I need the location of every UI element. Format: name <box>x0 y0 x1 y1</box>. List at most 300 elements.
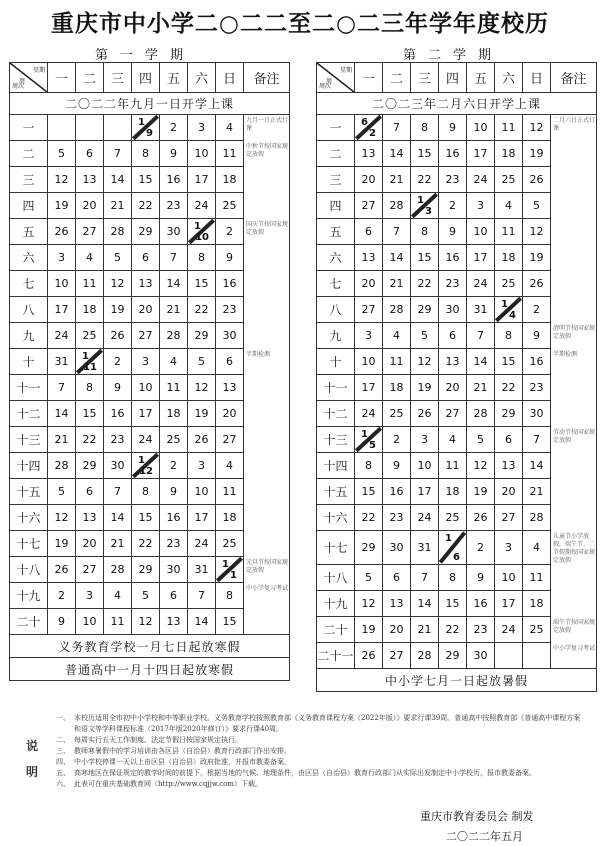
explanation-item <box>56 757 586 768</box>
day-cell: 7 <box>523 427 551 453</box>
week-note: 半期检测 <box>244 349 290 375</box>
week-row <box>317 297 597 323</box>
semester-1-heading: 第一学期 <box>94 48 195 63</box>
item-text: 每周实行五天工作制度。法定节假日按国家规定执行。 <box>74 736 242 744</box>
day-cell: 24 <box>48 323 76 349</box>
weekday-header: 五 <box>160 63 188 93</box>
day-cell: 3 <box>355 323 383 349</box>
explanation-item <box>56 713 586 735</box>
item-text: 中小学校停课一天以上由区县（自治县）政府批准，并报市教委备案。 <box>74 758 291 766</box>
corner-label: 周次 <box>12 83 25 90</box>
day-cell: 2 <box>104 349 132 375</box>
day-cell: 12 <box>355 591 383 617</box>
day-cell: 28 <box>160 323 188 349</box>
day-cell: 22 <box>355 505 383 531</box>
week-row <box>317 427 597 453</box>
week-note <box>551 401 597 427</box>
day-cell: 3 <box>411 427 439 453</box>
week-label: 三 <box>10 167 48 193</box>
day-cell: 19 <box>104 297 132 323</box>
week-note: 九月一日正式行课 <box>244 115 290 141</box>
day-cell: 21 <box>383 271 411 297</box>
week-note <box>244 427 290 453</box>
week-row <box>317 141 597 167</box>
item-number: 四、 <box>56 758 70 766</box>
day-cell: 14 <box>188 609 216 635</box>
week-row <box>10 349 290 375</box>
day-cell: 15 <box>495 349 523 375</box>
day-cell: 17 <box>132 401 160 427</box>
day-cell: 18 <box>383 375 411 401</box>
week-note: 清明节按国家规定放假 <box>551 323 597 349</box>
weekday-header: 五 <box>467 63 495 93</box>
week-note <box>244 531 290 557</box>
week-label: 十三 <box>10 427 48 453</box>
day-cell: 5 <box>132 583 160 609</box>
week-label: 五 <box>10 219 48 245</box>
day-cell: 9 <box>467 565 495 591</box>
day-cell: 14 <box>104 505 132 531</box>
week-note: 儿童节小学放假，端午节、二节假期按国家规定放假 <box>551 531 597 565</box>
day-cell: 3 <box>76 583 104 609</box>
month-number: 12 <box>139 466 153 477</box>
week-label: 十三 <box>317 427 355 453</box>
day-cell: 25 <box>383 401 411 427</box>
day-cell: 14 <box>467 349 495 375</box>
day-cell: 31 <box>411 531 439 565</box>
day-cell: 31 <box>467 297 495 323</box>
day-cell: 20 <box>383 617 411 643</box>
day-cell: 19 <box>523 141 551 167</box>
day-cell: 11 <box>104 609 132 635</box>
item-number: 五、 <box>56 769 70 777</box>
week-note <box>244 401 290 427</box>
day-cell <box>495 643 523 669</box>
weekday-header: 六 <box>495 63 523 93</box>
day-cell: 2 <box>216 219 244 245</box>
day-cell: 30 <box>383 531 411 565</box>
day-number: 1 <box>417 195 424 206</box>
day-number: 1 <box>445 533 452 544</box>
day-cell: 11 <box>216 141 244 167</box>
day-cell: 24 <box>411 505 439 531</box>
day-cell: 5 <box>355 565 383 591</box>
day-cell: 20 <box>355 167 383 193</box>
day-cell: 16 <box>160 505 188 531</box>
day-cell: 15 <box>132 167 160 193</box>
week-label: 十七 <box>10 531 48 557</box>
day-cell: 2 <box>160 115 188 141</box>
week-row <box>10 193 290 219</box>
day-cell: 16 <box>383 479 411 505</box>
week-row <box>317 323 597 349</box>
weekday-header: 二 <box>383 63 411 93</box>
week-note: 半期检测 <box>551 349 597 375</box>
week-row <box>317 401 597 427</box>
week-label: 十二 <box>10 401 48 427</box>
day-cell: 19 <box>188 401 216 427</box>
weekday-header: 日 <box>523 63 551 93</box>
week-note <box>551 565 597 591</box>
day-cell: 30 <box>523 401 551 427</box>
day-cell: 6 <box>76 479 104 505</box>
day-cell: 12 <box>523 115 551 141</box>
day-cell: 30 <box>160 219 188 245</box>
day-cell: 7 <box>104 479 132 505</box>
week-row <box>10 531 290 557</box>
day-cell: 22 <box>76 427 104 453</box>
day-cell: 22 <box>132 531 160 557</box>
day-cell: 11 <box>495 115 523 141</box>
day-cell <box>104 115 132 141</box>
week-row <box>317 349 597 375</box>
week-label: 十九 <box>10 583 48 609</box>
day-cell: 13 <box>355 141 383 167</box>
week-row <box>10 583 290 609</box>
day-cell: 6 <box>132 245 160 271</box>
day-cell: 20 <box>216 401 244 427</box>
week-label: 十 <box>10 349 48 375</box>
month-number: 5 <box>369 440 376 451</box>
week-label: 三 <box>317 167 355 193</box>
day-cell: 10 <box>355 349 383 375</box>
day-cell: 15 <box>439 591 467 617</box>
day-cell: 12 <box>188 375 216 401</box>
day-cell: 6 <box>439 323 467 349</box>
day-cell: 9 <box>160 141 188 167</box>
week-label: 四 <box>10 193 48 219</box>
day-cell: 16 <box>216 271 244 297</box>
day-cell: 26 <box>523 271 551 297</box>
week-label: 十五 <box>10 479 48 505</box>
day-cell: 14 <box>523 453 551 479</box>
month-number: 10 <box>195 232 209 243</box>
day-cell: 23 <box>216 297 244 323</box>
explanation-item <box>56 735 586 746</box>
day-cell: 20 <box>76 531 104 557</box>
month-start-cell <box>132 453 160 479</box>
day-cell: 27 <box>76 557 104 583</box>
week-row <box>317 453 597 479</box>
day-cell: 25 <box>76 323 104 349</box>
day-cell: 15 <box>188 271 216 297</box>
day-cell: 27 <box>132 323 160 349</box>
day-cell: 28 <box>104 557 132 583</box>
day-cell: 20 <box>495 479 523 505</box>
day-cell: 14 <box>411 591 439 617</box>
day-cell: 5 <box>48 141 76 167</box>
week-label: 二十 <box>317 617 355 643</box>
day-cell: 20 <box>132 297 160 323</box>
weekday-header: 三 <box>411 63 439 93</box>
week-label: 十六 <box>10 505 48 531</box>
day-cell: 19 <box>48 531 76 557</box>
issuer: 重庆市教育委员会 制发 <box>420 810 534 823</box>
day-cell: 3 <box>495 531 523 565</box>
day-cell: 29 <box>132 219 160 245</box>
day-cell: 16 <box>439 141 467 167</box>
day-cell: 8 <box>132 479 160 505</box>
week-label: 十八 <box>317 565 355 591</box>
day-cell: 4 <box>216 115 244 141</box>
day-cell: 5 <box>104 245 132 271</box>
day-cell: 30 <box>104 453 132 479</box>
explanation-items <box>56 713 586 790</box>
weekday-header: 三 <box>104 63 132 93</box>
day-cell: 16 <box>439 245 467 271</box>
day-cell: 2 <box>467 531 495 565</box>
day-cell: 10 <box>411 453 439 479</box>
day-cell: 19 <box>467 479 495 505</box>
day-cell: 22 <box>495 375 523 401</box>
day-number: 1 <box>138 455 145 466</box>
day-cell: 13 <box>439 349 467 375</box>
day-cell: 25 <box>216 193 244 219</box>
month-number: 3 <box>425 206 432 217</box>
week-note <box>244 453 290 479</box>
day-cell <box>523 643 551 669</box>
day-cell: 9 <box>439 115 467 141</box>
corner-label: 星期 <box>339 67 352 74</box>
week-label: 二十 <box>10 609 48 635</box>
issue-date: 二〇二二年五月 <box>446 830 523 843</box>
item-number: 六、 <box>56 780 70 788</box>
day-cell: 7 <box>188 583 216 609</box>
day-number: 1 <box>361 429 368 440</box>
day-cell: 18 <box>439 479 467 505</box>
day-cell: 21 <box>467 375 495 401</box>
day-cell: 17 <box>188 167 216 193</box>
day-cell: 17 <box>355 375 383 401</box>
day-cell: 28 <box>467 401 495 427</box>
day-number: 1 <box>194 221 201 232</box>
week-note <box>551 453 597 479</box>
day-cell: 5 <box>48 479 76 505</box>
weekday-header: 一 <box>48 63 76 93</box>
day-cell: 16 <box>523 349 551 375</box>
day-cell: 17 <box>411 479 439 505</box>
day-cell: 22 <box>439 617 467 643</box>
day-cell: 8 <box>355 453 383 479</box>
vacation-note: 义务教育学校一月七日起放寒假 <box>10 635 290 658</box>
day-cell: 10 <box>188 479 216 505</box>
week-note <box>244 271 290 297</box>
day-cell: 19 <box>523 245 551 271</box>
week-label: 十四 <box>10 453 48 479</box>
day-cell: 24 <box>188 193 216 219</box>
week-note: 劳动节按国家规定放假 <box>551 427 597 453</box>
day-cell: 8 <box>495 323 523 349</box>
week-row <box>317 617 597 643</box>
week-label: 八 <box>317 297 355 323</box>
item-text: 教师寒暑假中的学习培训由各区县（自治县）教育行政部门作出安排。 <box>74 747 291 755</box>
day-cell: 12 <box>48 167 76 193</box>
day-number: 1 <box>82 351 89 362</box>
week-note: 中秋节按国家规定放假 <box>244 141 290 167</box>
day-number: 1 <box>138 117 145 128</box>
day-cell: 16 <box>467 591 495 617</box>
week-label: 十四 <box>317 453 355 479</box>
week-row <box>10 141 290 167</box>
day-cell: 11 <box>523 565 551 591</box>
day-cell: 20 <box>355 271 383 297</box>
day-cell: 15 <box>355 479 383 505</box>
day-cell: 29 <box>495 401 523 427</box>
day-cell: 15 <box>76 401 104 427</box>
day-cell: 8 <box>216 583 244 609</box>
day-cell: 29 <box>411 297 439 323</box>
week-note: 国庆节按国家规定放假 <box>244 219 290 245</box>
day-cell: 28 <box>383 297 411 323</box>
week-row <box>10 115 290 141</box>
item-number: 三、 <box>56 747 70 755</box>
day-cell: 19 <box>355 617 383 643</box>
day-cell: 27 <box>355 193 383 219</box>
week-label: 十一 <box>10 375 48 401</box>
vacation-note: 中小学七月一日起放暑假 <box>317 669 597 692</box>
day-cell: 3 <box>48 245 76 271</box>
day-cell: 4 <box>495 193 523 219</box>
header-corner <box>10 63 48 93</box>
day-number: 1 <box>501 299 508 310</box>
day-cell: 27 <box>76 219 104 245</box>
explanation-item <box>56 779 586 790</box>
week-label: 四 <box>317 193 355 219</box>
header-row <box>317 63 597 93</box>
day-cell: 9 <box>216 245 244 271</box>
day-cell: 29 <box>188 323 216 349</box>
day-cell: 24 <box>355 401 383 427</box>
week-note: 元旦节按国家规定放假 <box>244 557 290 583</box>
week-label: 五 <box>317 219 355 245</box>
week-label: 七 <box>317 271 355 297</box>
day-cell: 27 <box>216 427 244 453</box>
day-cell: 5 <box>523 193 551 219</box>
day-cell: 11 <box>160 375 188 401</box>
day-cell: 2 <box>439 193 467 219</box>
day-cell: 24 <box>467 167 495 193</box>
week-row <box>10 323 290 349</box>
day-cell: 9 <box>439 219 467 245</box>
day-cell: 17 <box>467 245 495 271</box>
corner-label: 周 <box>326 78 333 85</box>
day-cell: 7 <box>383 219 411 245</box>
day-cell: 26 <box>188 427 216 453</box>
day-cell: 28 <box>523 505 551 531</box>
day-cell: 15 <box>411 245 439 271</box>
day-cell: 11 <box>495 219 523 245</box>
day-cell: 26 <box>104 323 132 349</box>
day-cell: 21 <box>523 479 551 505</box>
month-start-cell <box>411 193 439 219</box>
day-cell: 11 <box>216 479 244 505</box>
day-cell: 20 <box>439 375 467 401</box>
explanation-item <box>56 746 586 757</box>
day-cell: 22 <box>188 297 216 323</box>
week-note <box>244 245 290 271</box>
week-row <box>10 505 290 531</box>
day-cell: 11 <box>383 349 411 375</box>
header-row <box>10 63 290 93</box>
week-row <box>317 375 597 401</box>
week-note <box>244 479 290 505</box>
week-row <box>10 609 290 635</box>
semester-start: 二〇二二年九月一日开学上课 <box>10 93 290 115</box>
day-number: 6 <box>361 117 368 128</box>
day-cell: 24 <box>132 427 160 453</box>
day-cell: 13 <box>160 609 188 635</box>
day-cell: 7 <box>467 323 495 349</box>
day-cell: 16 <box>160 167 188 193</box>
week-row <box>10 271 290 297</box>
day-cell: 9 <box>523 323 551 349</box>
day-cell: 14 <box>383 245 411 271</box>
day-cell: 26 <box>48 557 76 583</box>
day-cell: 21 <box>104 193 132 219</box>
day-cell: 12 <box>467 453 495 479</box>
week-row <box>10 297 290 323</box>
day-cell: 21 <box>160 297 188 323</box>
day-cell: 21 <box>383 167 411 193</box>
day-cell: 9 <box>160 479 188 505</box>
week-row <box>10 219 290 245</box>
day-cell: 22 <box>411 167 439 193</box>
day-cell: 18 <box>495 141 523 167</box>
day-cell: 31 <box>188 557 216 583</box>
day-cell: 13 <box>355 245 383 271</box>
week-label: 十六 <box>317 505 355 531</box>
day-cell: 6 <box>160 583 188 609</box>
day-cell: 23 <box>160 531 188 557</box>
week-label: 十七 <box>317 531 355 565</box>
day-cell: 15 <box>411 141 439 167</box>
day-cell: 26 <box>467 505 495 531</box>
day-cell: 13 <box>132 271 160 297</box>
day-cell: 6 <box>76 141 104 167</box>
day-cell: 27 <box>439 401 467 427</box>
day-cell: 29 <box>355 531 383 565</box>
week-row <box>317 219 597 245</box>
month-number: 1 <box>230 570 237 581</box>
item-text: 高寒地区在保证规定的教学时间的前提下，根据当地的气候、地理条件，由区县（自治县）教育行政部门从实际出发制定中小学校历，报市教委备案。 <box>74 769 536 777</box>
day-cell: 18 <box>495 245 523 271</box>
day-cell: 18 <box>76 297 104 323</box>
day-cell: 29 <box>76 453 104 479</box>
week-row <box>317 479 597 505</box>
month-number: 2 <box>369 128 376 139</box>
day-cell: 23 <box>160 193 188 219</box>
day-cell: 21 <box>48 427 76 453</box>
week-note <box>551 245 597 271</box>
week-label: 七 <box>10 271 48 297</box>
day-cell: 30 <box>467 643 495 669</box>
day-cell: 5 <box>188 349 216 375</box>
day-cell: 30 <box>160 557 188 583</box>
day-cell <box>48 115 76 141</box>
month-start-cell <box>495 297 523 323</box>
weekday-header: 四 <box>132 63 160 93</box>
day-cell: 3 <box>188 115 216 141</box>
day-cell: 7 <box>411 565 439 591</box>
week-row <box>317 643 597 669</box>
start-row <box>317 93 597 115</box>
day-cell: 30 <box>216 323 244 349</box>
day-cell: 25 <box>160 427 188 453</box>
week-row <box>317 531 597 565</box>
month-start-cell <box>355 115 383 141</box>
month-start-cell <box>76 349 104 375</box>
footer-row <box>317 669 597 692</box>
